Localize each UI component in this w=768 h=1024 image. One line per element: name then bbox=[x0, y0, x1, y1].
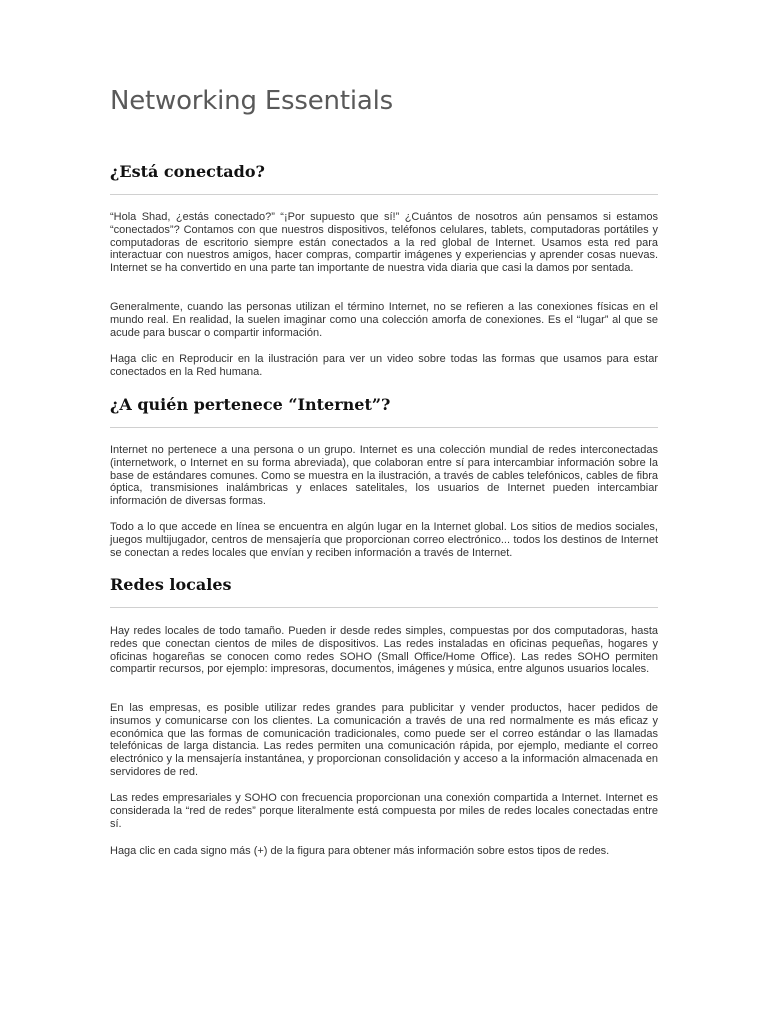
paragraph: “Hola Shad, ¿estás conectado?” “¡Por supuesto que sí!” ¿Cuántos de nosotros aún pensamos si estamos “conectados”? Contamos con que nuestros dispositivos, teléfonos celulares, tablets, computadoras portátiles y computadoras de escritorio siempre están conectados a la red global de Internet. Usamos esta red para interactuar con nuestros amigos, hacer compras, compartir imágenes y experiencias y aprender cosas nuevas. Internet se ha convertido en una parte tan importante de nuestra vida diaria que casi la damos por sentada. bbox=[110, 211, 658, 275]
section-heading: ¿A quién pertenece “Internet”? bbox=[110, 395, 391, 414]
section-esta-conectado bbox=[110, 162, 658, 195]
section-a-quien-pertenece-internet bbox=[110, 395, 658, 428]
section-divider bbox=[110, 427, 658, 428]
paragraph: En las empresas, es posible utilizar redes grandes para publicitar y vender productos, hacer pedidos de insumos y comunicarse con los clientes. La comunicación a través de una red normalmente es más eficaz y económica que las formas de comunicación tradicionales, como puede ser el correo estándar o las llamadas telefónicas de larga distancia. Las redes permiten una comunicación rápida, por ejemplo, mediante el correo electrónico y la mensajería instantánea, y proporcionan consolidación y acceso a la información almacenada en servidores de red. bbox=[110, 702, 658, 778]
section-divider bbox=[110, 607, 658, 608]
document-title: Networking Essentials bbox=[110, 86, 393, 116]
paragraph: Hay redes locales de todo tamaño. Pueden ir desde redes simples, compuestas por dos computadoras, hasta redes que conectan cientos de miles de dispositivos. Las redes instaladas en oficinas pequeñas, hogares y oficinas hogareñas se conocen como redes SOHO (Small Office/Home Office). Las redes SOHO permiten compartir recursos, por ejemplo: impresoras, documentos, imágenes y música, entre algunos usuarios locales. bbox=[110, 625, 658, 676]
paragraph: Generalmente, cuando las personas utilizan el término Internet, no se refieren a las conexiones físicas en el mundo real. En realidad, la suelen imaginar como una colección amorfa de conexiones. Es el “lugar” al que se acude para buscar o compartir información. bbox=[110, 301, 658, 339]
section-heading: ¿Está conectado? bbox=[110, 162, 265, 181]
section-divider bbox=[110, 194, 658, 195]
section-heading: Redes locales bbox=[110, 575, 232, 594]
paragraph: Las redes empresariales y SOHO con frecuencia proporcionan una conexión compartida a Internet. Internet es considerada la “red de redes” porque literalmente está compuesta por miles de redes locales conectadas entre sí. bbox=[110, 792, 658, 830]
paragraph: Internet no pertenece a una persona o un grupo. Internet es una colección mundial de redes interconectadas (internetwork, o Internet en su forma abreviada), que colaboran entre sí para intercambiar información sobre la base de estándares comunes. Como se muestra en la ilustración, a través de cables telefónicos, cables de fibra óptica, transmisiones inalámbricas y enlaces satelitales, los usuarios de Internet pueden intercambiar información de diversas formas. bbox=[110, 444, 658, 508]
section-redes-locales bbox=[110, 575, 658, 608]
paragraph: Todo a lo que accede en línea se encuentra en algún lugar en la Internet global. Los sitios de medios sociales, juegos multijugador, centros de mensajería que proporcionan correo electrónico... todos los destinos de Internet se conectan a redes locales que envían y reciben información a través de Internet. bbox=[110, 521, 658, 559]
paragraph: Haga clic en cada signo más (+) de la figura para obtener más información sobre estos tipos de redes. bbox=[110, 845, 610, 857]
paragraph: Haga clic en Reproducir en la ilustración para ver un video sobre todas las formas que usamos para estar conectados en la Red humana. bbox=[110, 353, 658, 378]
